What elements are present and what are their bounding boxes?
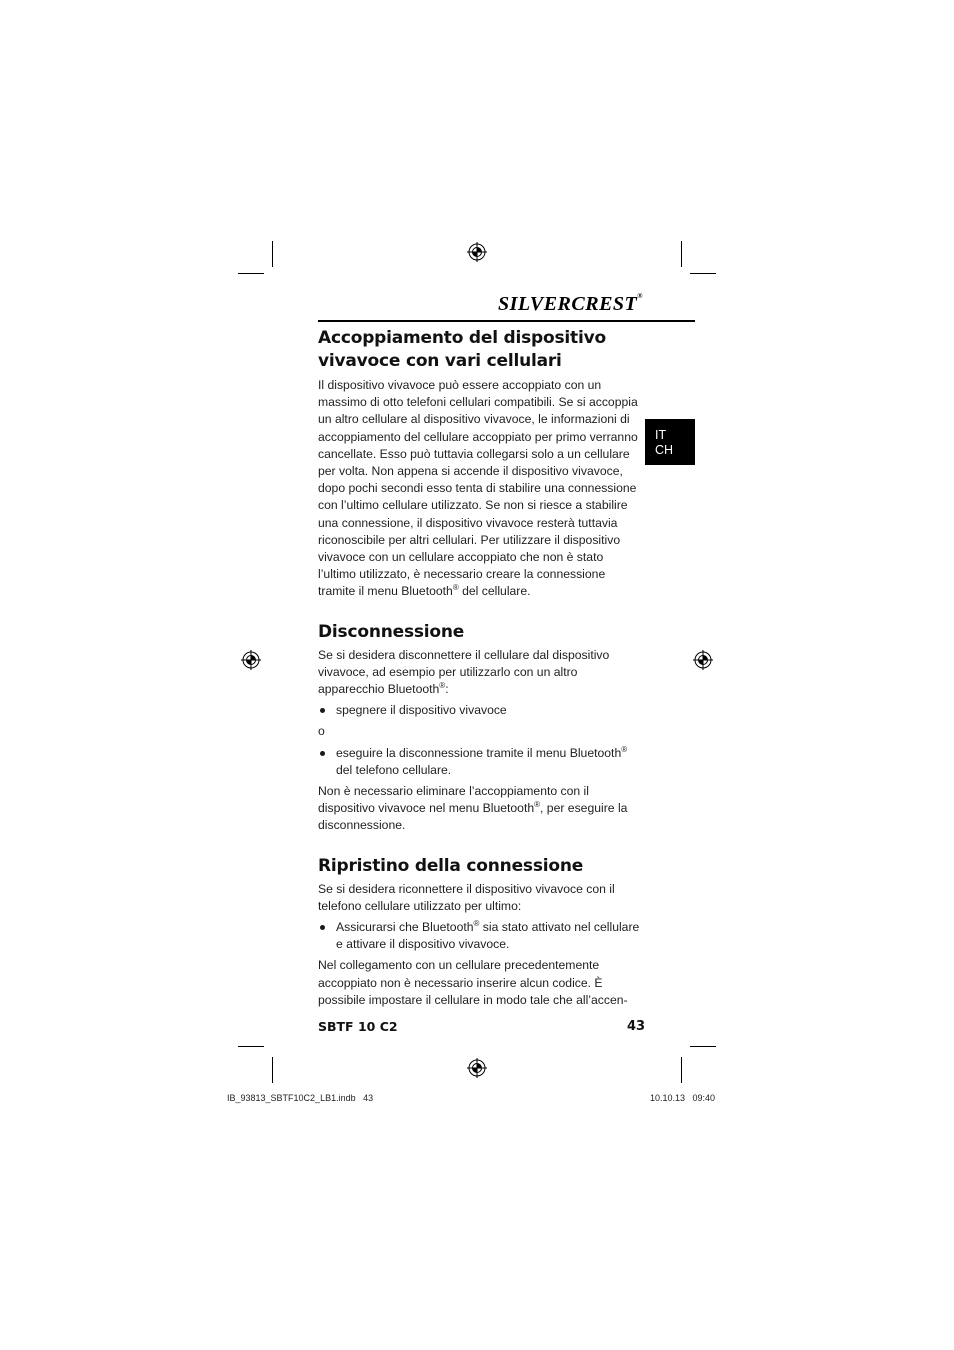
crop-mark xyxy=(238,1046,264,1047)
registered-mark: ® xyxy=(637,292,643,300)
crop-mark xyxy=(272,1057,273,1083)
header-divider xyxy=(318,320,695,322)
section-heading-disconnect: Disconnessione xyxy=(318,621,465,642)
crop-mark xyxy=(690,1046,716,1047)
restore-paragraph: Nel collegamento con un cellulare precedentemente accoppiato non è necessario inserire alcun codice. È possibile impostare il cellulare in modo tale che all’accen- xyxy=(318,958,628,1007)
file-slug: IB_93813_SBTF10C2_LB1.indb 43 xyxy=(227,1093,374,1103)
disconnect-list xyxy=(318,702,640,719)
language-tab-ch: CH xyxy=(655,443,674,457)
restore-list xyxy=(318,919,640,953)
model-number: SBTF 10 C2 xyxy=(318,1019,398,1034)
list-item: Assicurarsi che Bluetooth® sia stato attivato nel cellulare e attivare il dispositivo vivavoce. xyxy=(318,919,640,953)
registration-mark-icon xyxy=(693,650,713,670)
or-text: o xyxy=(318,724,325,739)
list-item: spegnere il dispositivo vivavoce xyxy=(318,702,640,719)
crop-mark xyxy=(238,273,264,274)
crop-mark xyxy=(272,241,273,267)
list-item: eseguire la disconnessione tramite il menu Bluetooth® del telefono cellulare. xyxy=(318,745,640,779)
language-tab xyxy=(645,419,695,465)
registration-mark-icon xyxy=(467,1058,487,1078)
brand-logo xyxy=(498,292,643,319)
section-heading-restore: Ripristino della connessione xyxy=(318,855,584,876)
page-number: 43 xyxy=(627,1019,646,1034)
crop-mark xyxy=(681,1057,682,1083)
section-heading-pairing: Accoppiamento del dispositivo vivavoce con vari cellulari xyxy=(318,328,606,371)
crop-mark xyxy=(690,273,716,274)
pairing-paragraph: Il dispositivo vivavoce può essere accoppiato con un massimo di otto telefoni cellulari compatibili. Se si accoppia un altro cellulare al dispositivo vivavoce, le informazioni di accoppiamento del cellulare accoppiato per primo verranno cancellate. Esso può tuttavia collegarsi solo a un cellulare per volta. Non appena si accende il dispositivo vivavoce, dopo pochi secondi esso tenta di stabilire una connessione con l’ultimo cellulare utilizzato. Se non si riesce a stabilire una connessione, il dispositivo vivavoce resterà tuttavia riconoscibile per altri cellulari. Per utilizzare il dispositivo vivavoce con un cellulare accoppiato che non è stato l’ultimo utilizzato, è necessario creare la connessione tramite il menu Bluetooth® del cellulare. xyxy=(318,378,638,599)
date-slug: 10.10.13 09:40 xyxy=(650,1093,716,1103)
disconnect-list xyxy=(318,745,640,779)
disconnect-intro: Se si desidera disconnettere il cellulare dal dispositivo vivavoce, ad esempio per utilizzarlo con un altro apparecchio Bluetooth®: xyxy=(318,647,610,697)
brand-logo-text: SILVERCREST xyxy=(498,293,638,315)
registration-mark-icon xyxy=(241,650,261,670)
registration-mark-icon xyxy=(467,242,487,262)
language-tab-it: IT xyxy=(655,428,667,442)
crop-mark xyxy=(681,241,682,267)
restore-intro: Se si desidera riconnettere il dispositivo vivavoce con il telefono cellulare utilizzato per ultimo: xyxy=(318,881,615,913)
disconnect-note: Non è necessario eliminare l’accoppiamento con il dispositivo vivavoce nel menu Bluetooth®, per eseguire la disconnessione. xyxy=(318,784,628,833)
main-content xyxy=(318,327,640,1009)
